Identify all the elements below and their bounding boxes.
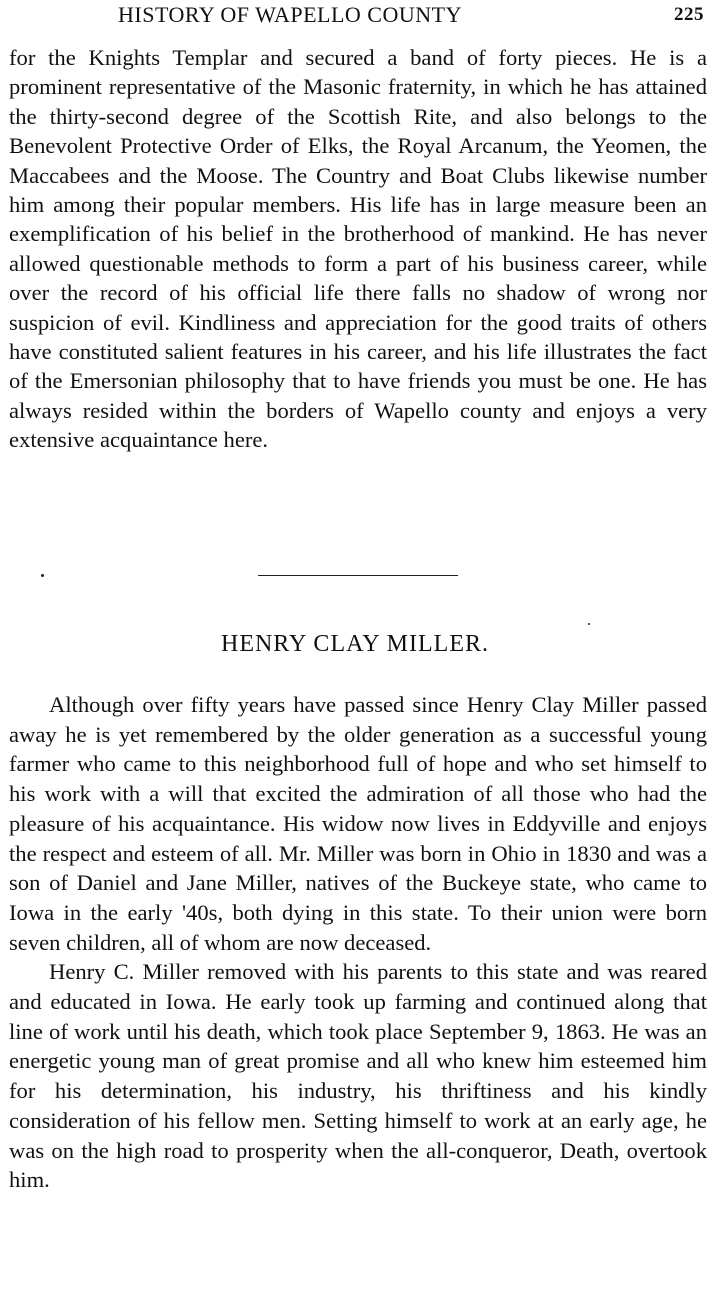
section-divider — [258, 575, 458, 576]
print-speck — [588, 623, 590, 625]
running-title: HISTORY OF WAPELLO COUNTY — [118, 2, 462, 27]
section-body — [9, 690, 707, 1195]
continuation-text — [9, 43, 707, 455]
running-header — [0, 2, 720, 32]
continued-paragraph: for the Knights Templar and secured a band of forty pieces. He is a prominent representative of the Masonic fraternity, in which he has attained the thirty-second degree of the Scottish Rite, and also belongs to the Benevolent Protective Order of Elks, the Royal Arcanum, the Yeomen, the Maccabees and the Moose. The Country and Boat Clubs likewise number him among their popular members. His life has in large measure been an exemplification of his belief in the brotherhood of mankind. He has never allowed questionable methods to form a part of his business career, while over the record of his official life there falls no shadow of wrong nor suspicion of evil. Kindliness and appreciation for the good traits of others have constituted salient features in his career, and his life illustrates the fact of the Emersonian philosophy that to have friends you must be one. He has always resided within the borders of Wapello county and enjoys a very extensive acquaintance here. — [9, 45, 707, 453]
section-paragraph-1: Although over fifty years have passed since Henry Clay Miller passed away he is yet remembered by the older generation as a successful young farmer who came to this neighborhood full of hope and who set himself to his work with a will that excited the admiration of all those who had the pleasure of his acquaintance. His widow now lives in Eddyville and enjoys the respect and esteem of all. Mr. Miller was born in Ohio in 1830 and was a son of Daniel and Jane Miller, natives of the Buckeye state, who came to Iowa in the early '40s, both dying in this state. To their union were born seven children, all of whom are now deceased. — [9, 692, 707, 955]
print-speck — [41, 574, 44, 577]
page-number: 225 — [674, 4, 704, 25]
section-paragraph-2: Henry C. Miller removed with his parents to this state and was reared and educated in Iowa. He early took up farming and continued along that line of work until his death, which took place September 9, 1863. He was an energetic young man of great promise and all who knew him esteemed him for his determination, his industry, his thriftiness and his kindly consideration of his fellow men. Setting himself to work at an early age, he was on the high road to prosperity when the all-conqueror, Death, overtook him. — [9, 959, 707, 1193]
section-title: HENRY CLAY MILLER. — [220, 631, 489, 657]
